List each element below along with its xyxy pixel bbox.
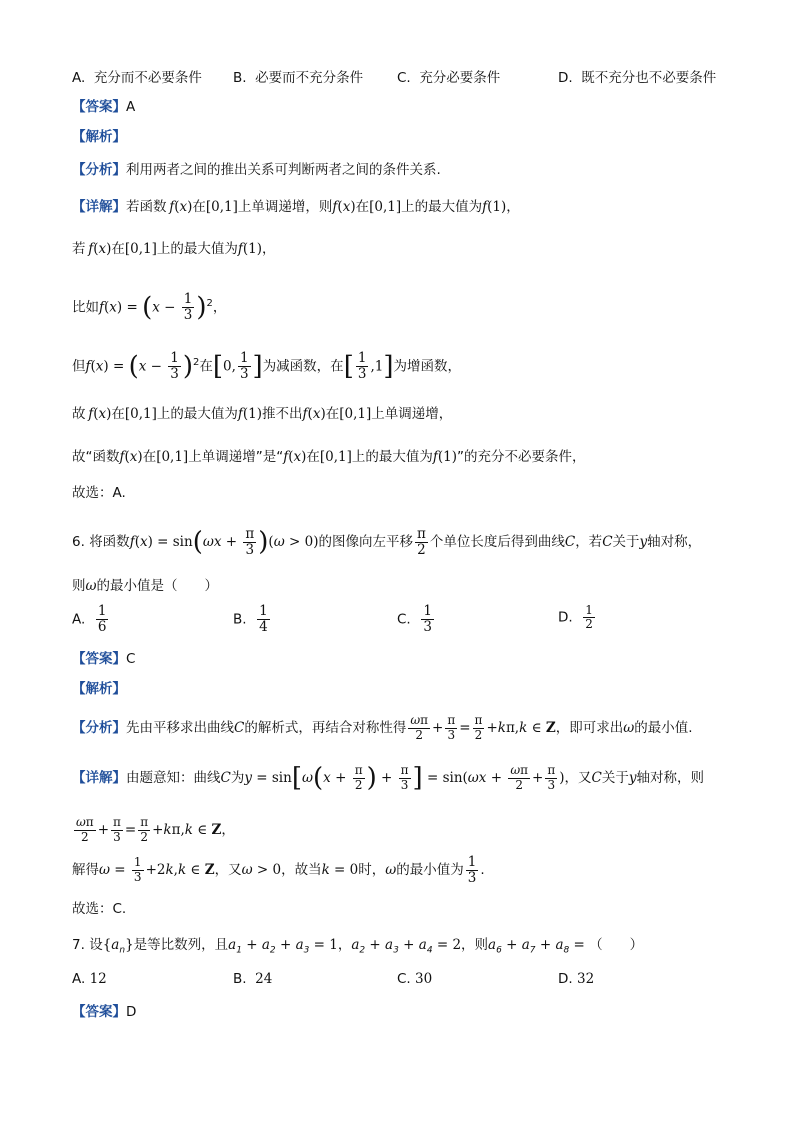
q5-analysis-heading: 【解析】 <box>72 129 126 145</box>
q5-detail-line-3: 比如f(x) = (x − $\frac{1}{3}$ )$^2$， <box>72 291 227 323</box>
q6-conclusion: 故选：C. <box>72 901 127 917</box>
q7-option-b: B. 24 <box>233 971 273 987</box>
q6-option-d: D. $\frac{1}{2}$ <box>558 603 593 632</box>
q6-option-a: A. $\frac{1}{6}$ <box>72 603 107 635</box>
q5-option-c: C. 充分必要条件 <box>397 70 501 86</box>
q5-conclusion: 故选：A. <box>72 485 126 501</box>
q6-answer: 【答案】C <box>72 651 136 667</box>
q5-detail-line-5: 故 f(x)在[0,1]上的最大值为f(1)推不出f(x)在[0,1]上单调递增， <box>72 406 453 422</box>
q6-stem-line-2: 则ω的最小值是（ ） <box>72 578 219 594</box>
q6-fenxi: 【分析】先由平移求出曲线C的解析式，再结合对称性得 $\frac{\omega\pi}{2}$ + $\frac{\pi}{3}$ = $\frac{\pi}{2}$ +kπ,k ∈ Z，即可求出ω的最小值. <box>72 713 693 742</box>
q5-option-b: B. 必要而不充分条件 <box>233 70 364 86</box>
q5-detail-line-2: 若 f(x)在[0,1]上的最大值为f(1)， <box>72 241 276 257</box>
q6-option-c: C. $\frac{1}{3}$ <box>397 603 432 635</box>
q7-option-a: A. 12 <box>72 971 107 987</box>
q7-option-d: D. 32 <box>558 971 595 987</box>
q6-analysis-heading: 【解析】 <box>72 681 126 697</box>
q6-stem-line-1: 6. 将函数f(x) = sin(ωx + $\frac{\pi}{3}$ )(ω > 0)的图像向左平移 $\frac{\pi}{2}$ 个单位长度后得到曲线C，若C关于y轴对称， <box>72 525 702 558</box>
q5-detail-line-4: 但f(x) = (x − $\frac{1}{3}$ )$^2$在[0, $\frac{1}{3}$ ]为减函数，在[ $\frac{1}{3}$ ,1]为增函数， <box>72 350 461 382</box>
q5-detail-line-1: 【详解】若函数 f(x)在[0,1]上单调递增，则f(x)在[0,1]上的最大值为f(1)， <box>72 199 520 215</box>
q7-answer: 【答案】D <box>72 1004 137 1020</box>
q6-option-b: B. $\frac{1}{4}$ <box>233 603 268 635</box>
q6-detail-line-3: 解得ω = $\frac{1}{3}$ +2k,k ∈ Z，又ω > 0，故当k = 0时，ω的最小值为 $\frac{1}{3}$ . <box>72 853 485 886</box>
q5-option-d: D. 既不充分也不必要条件 <box>558 70 717 86</box>
q6-detail-line-2: $\frac{\omega\pi}{2}$ + $\frac{\pi}{3}$ = $\frac{\pi}{2}$ +kπ,k ∈ Z， <box>76 815 235 844</box>
q5-option-a: A. 充分而不必要条件 <box>72 70 202 86</box>
q6-detail-line-1: 【详解】由题意知：曲线C为y = sin[ω(x + $\frac{\pi}{2}$ ) + $\frac{\pi}{3}$ ] = sin(ωx + $\frac{\omega\pi}{2}$ + $\frac{\pi}{3}$ )，又C关于y轴对称，则 <box>72 763 704 793</box>
q5-fenxi: 【分析】利用两者之间的推出关系可判断两者之间的条件关系. <box>72 162 441 178</box>
q5-answer: 【答案】A <box>72 99 136 115</box>
q5-detail-line-6: 故“函数f(x)在[0,1]上单调递增”是“f(x)在[0,1]上的最大值为f(1)”的充分不必要条件， <box>72 449 586 465</box>
q7-stem: 7. 设$\{a_n\}$是等比数列，且$a_1 + a_2 + a_3 = 1$，$a_2 + a_3 + a_4 = 2$，则$a_6 + a_7 + a_8$ = （ ） <box>72 937 644 956</box>
q7-option-c: C. 30 <box>397 971 433 987</box>
